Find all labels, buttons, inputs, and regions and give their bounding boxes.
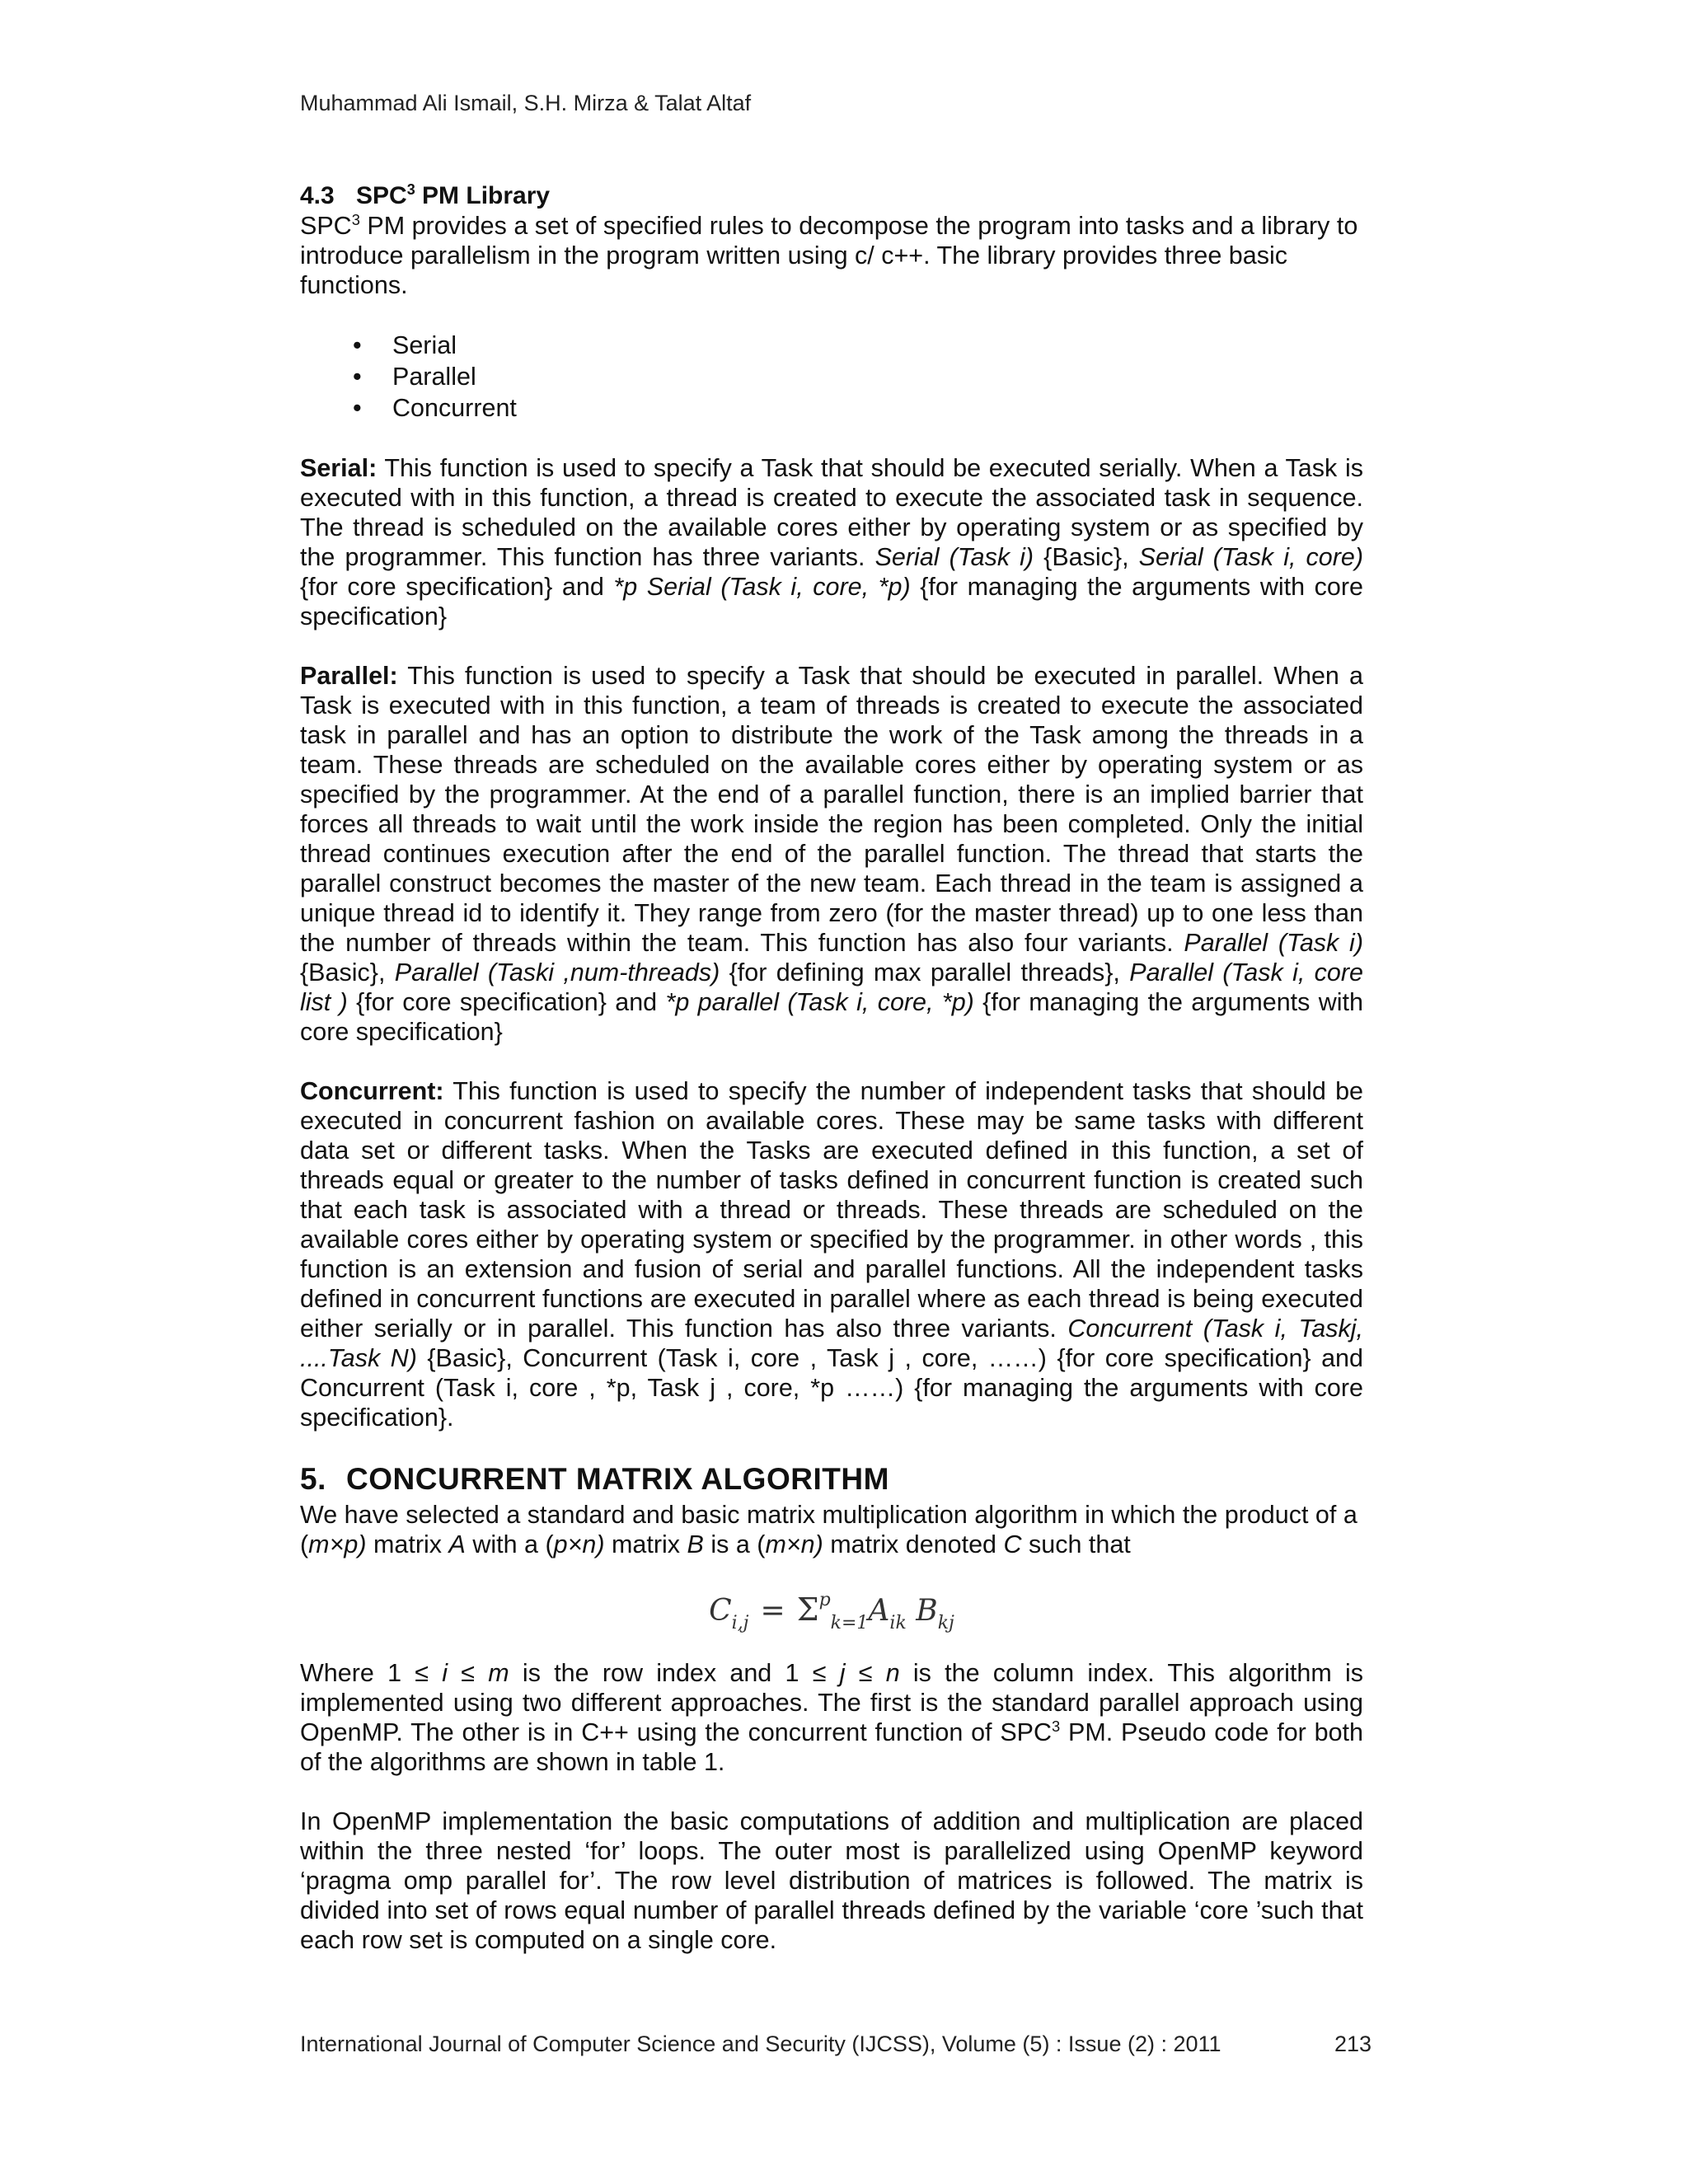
variant-text: Parallel (Taski ,num-threads) (394, 958, 720, 987)
superscript: 3 (1052, 1717, 1061, 1735)
section-title-pre: SPC (356, 182, 407, 209)
variant-text: Serial (Task i, core) (1138, 543, 1363, 571)
text-run: {for defining max parallel threads}, (720, 958, 1130, 987)
formula-lhs-sub: i,j (731, 1613, 749, 1633)
main-content (300, 181, 1363, 1955)
formula-a-sub: ik (889, 1613, 907, 1633)
section-5-intro (300, 1500, 1363, 1559)
section-title-post: PM Library (415, 182, 551, 209)
section-4-3-heading (300, 181, 1363, 211)
serial-paragraph (300, 453, 1363, 631)
parallel-label: Parallel: (300, 662, 398, 690)
variant-text: Serial (Task i) (874, 543, 1034, 571)
text-run: This function is used to specify the number of independent tasks that should be executed in concurrent fashion on available cores. These may be same tasks with different data set or different tasks. When the Tasks are executed defined in this function, a set of threads equal or greater to the number of tasks defined in concurrent function is created such that each task is associated with a thread or threads. These threads are scheduled on the available cores either by operating system or specified by the programmer. in other words , this function is an extension and fusion of serial and parallel functions. All the independent tasks defined in concurrent functions are executed in parallel where as each thread is being executed either serially or in parallel. This function has also three variants. (300, 1077, 1363, 1343)
bullet-icon: • (353, 394, 362, 422)
section-5-paragraph-2 (300, 1658, 1363, 1777)
math-text: m×n) (765, 1530, 823, 1558)
list-item-label: Serial (392, 331, 457, 359)
formula-sigma-sub: k=1 (830, 1613, 869, 1633)
formula-sigma-sup: p (818, 1590, 831, 1610)
formula-b-sub: kj (937, 1613, 954, 1633)
list-item (300, 330, 1363, 361)
text-run: {Basic}, (300, 958, 395, 987)
text-run: {for core specification} and (300, 573, 614, 601)
list-item-label: Concurrent (392, 394, 517, 422)
bullet-icon: • (353, 363, 362, 391)
variant-text: Concurrent (Task i, Taskj, ....Task N) (300, 1315, 1363, 1372)
variant-text: *p parallel (Task i, core, *p) (665, 988, 974, 1016)
formula-equals: = (760, 1594, 785, 1628)
section-5-heading (300, 1462, 1363, 1497)
formula-sigma: Σ (796, 1591, 819, 1628)
text-run: is the row index and 1 ≤ (509, 1659, 840, 1687)
text-run: matrix denoted (823, 1530, 1004, 1558)
intro-pre: SPC (300, 212, 352, 240)
math-text: C (1003, 1530, 1022, 1558)
math-text: m×p) (308, 1530, 367, 1558)
section-4-3-intro (300, 211, 1363, 300)
text-run: {Basic}, Concurrent (Task i, core , Task j , core, ……) {for core specification} and Concurrent (Task i, core , *p, Task j , core, *p ……) {for managing the arguments with core specification}. (300, 1344, 1363, 1432)
math-text: i (442, 1659, 448, 1687)
text-run: such that (1021, 1530, 1131, 1558)
text-run: We have selected a standard and basic matrix multiplication algorithm in which the product of a ( (300, 1501, 1357, 1558)
function-list (300, 330, 1363, 424)
text-run: {for core specification} and (347, 988, 666, 1016)
text-run: ≤ (845, 1659, 886, 1687)
footer-journal: International Journal of Computer Science and Security (IJCSS), Volume (5) : Issue (2) : 2011 (300, 2032, 1221, 2056)
page-footer (300, 2032, 1372, 2057)
text-run: ≤ (448, 1659, 489, 1687)
variant-text: Parallel (Task i) (1184, 929, 1363, 957)
formula-b: B (916, 1594, 938, 1628)
math-text: n (885, 1659, 900, 1687)
math-text: B (687, 1530, 704, 1558)
parallel-paragraph (300, 661, 1363, 1047)
text-run: with a ( (465, 1530, 554, 1558)
text-run: is the column index. This algorithm is implemented using two different approaches. The first is the standard parallel approach using OpenMP. The other is in C++ using the concurrent function of SPC (300, 1659, 1363, 1746)
intro-sup: 3 (351, 210, 360, 228)
text-run: This function is used to specify a Task that should be executed in parallel. When a Task is executed with in this function, a team of threads is created to execute the associated task in parallel and has an option to distribute the work of the Task among the threads in a team. These threads are scheduled on the available cores either by operating system or as specified by the programmer. At the end of a parallel function, there is an implied barrier that forces all threads to wait until the work inside the region has been completed. Only the initial thread continues execution after the end of the parallel function. The thread that starts the parallel construct becomes the master of the new team. Each thread in the team is assigned a unique thread id to identify it. They range from zero (for the master thread) up to one less than the number of threads within the team. This function has also four variants. (300, 662, 1363, 957)
text-run: PM. Pseudo code for both of the algorithms are shown in table 1. (300, 1718, 1363, 1776)
variant-text: Parallel (Task i, core list ) (300, 958, 1364, 1016)
text-run: This function is used to specify a Task that should be executed serially. When a Task is executed with in this function, a thread is created to execute the associated task in sequence. The thread is scheduled on the available cores either by operating system or as specified by the programmer. This function has three variants. (300, 454, 1363, 571)
text-run: Where 1 ≤ (300, 1659, 443, 1687)
text-run: is a ( (703, 1530, 766, 1558)
concurrent-label: Concurrent: (300, 1077, 444, 1105)
math-text: j (839, 1659, 846, 1687)
text-run: {for managing the arguments with core specification} (300, 988, 1363, 1046)
list-item (300, 361, 1363, 392)
list-item-label: Parallel (392, 363, 476, 391)
intro-post: PM provides a set of specified rules to decompose the program into tasks and a library to introduce parallelism in the program written using c/ c++. The library provides three basic functions. (300, 212, 1358, 299)
section-number: 5. (300, 1462, 326, 1496)
formula-lhs: C (709, 1594, 732, 1628)
section-title: CONCURRENT MATRIX ALGORITHM (346, 1462, 889, 1496)
section-title-sup: 3 (406, 181, 415, 198)
text-run: matrix (366, 1530, 449, 1558)
concurrent-paragraph (300, 1076, 1363, 1432)
section-5-paragraph-3: In OpenMP implementation the basic computations of addition and multiplication are placed within the three nested ‘for’ loops. The outer most is parallelized using OpenMP keyword ‘pragma omp parallel for’. The row level distribution of matrices is followed. The matrix is divided into set of rows equal number of parallel threads defined by the variable ‘core ’such that each row set is computed on a single core. (300, 1807, 1363, 1954)
math-text: m (488, 1659, 509, 1687)
text-run: {for managing the arguments with core specification} (300, 573, 1364, 630)
running-head-authors: Muhammad Ali Ismail, S.H. Mirza & Talat Altaf (300, 91, 752, 115)
list-item (300, 392, 1363, 424)
formula-a: A (868, 1594, 890, 1628)
section-number: 4.3 (300, 182, 335, 209)
matrix-product-formula (300, 1586, 1363, 1632)
text-run: {Basic}, (1034, 543, 1139, 571)
serial-label: Serial: (300, 454, 377, 482)
math-text: A (448, 1530, 466, 1558)
page-number: 213 (1334, 2032, 1372, 2056)
text-run: matrix (604, 1530, 687, 1558)
bullet-icon: • (353, 331, 362, 359)
variant-text: *p Serial (Task i, core, *p) (613, 573, 911, 601)
math-text: p×n) (553, 1530, 605, 1558)
